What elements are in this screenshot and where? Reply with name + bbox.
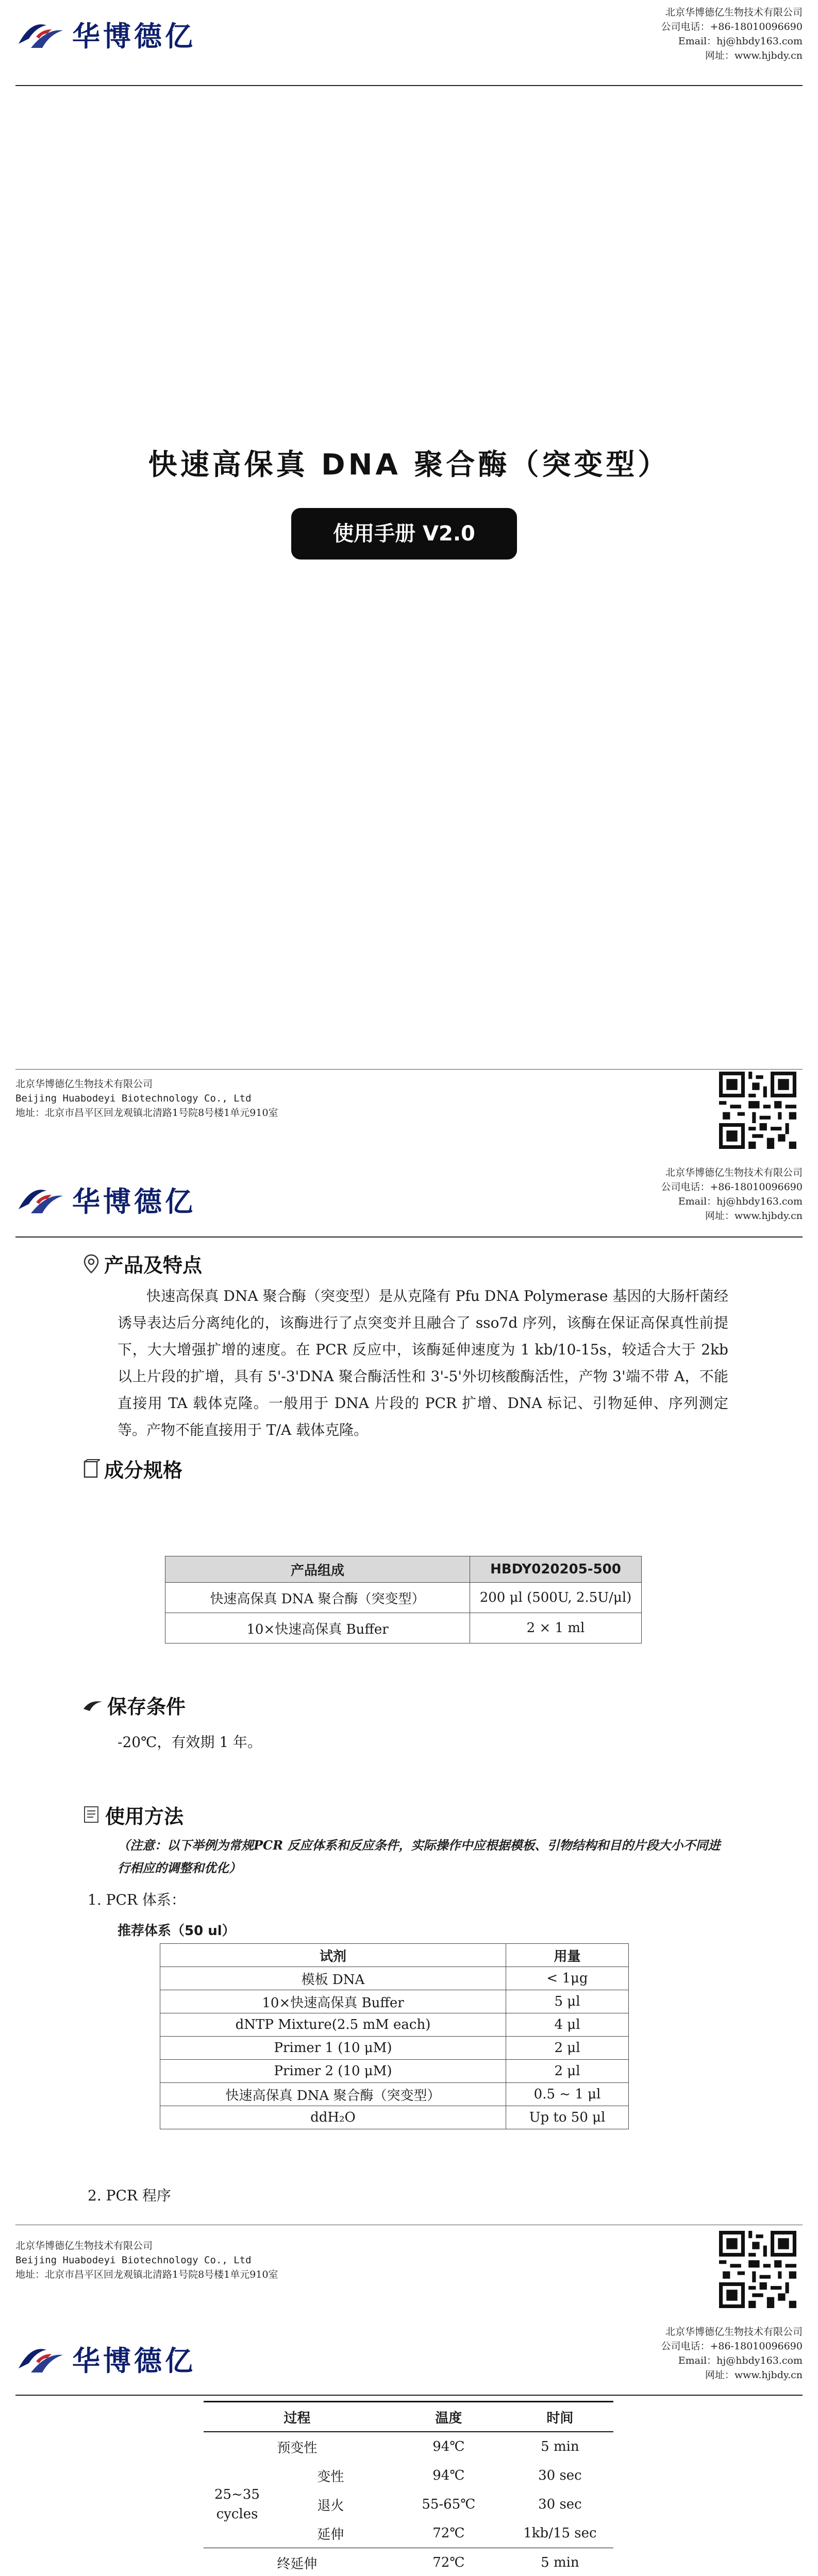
company-website[interactable]: 网址：www.hjbdy.cn: [705, 1210, 803, 1222]
footer-info: [15, 1077, 278, 1120]
table-cell: Primer 2 (10 μM): [160, 2060, 506, 2083]
usage-note: （注意：以下举例为常规PCR 反应体系和反应条件，实际操作中应根据模板、引物结构和目的片段大小不同进行相应的调整和优化）: [118, 1838, 721, 1875]
program-header: 时间: [507, 2402, 613, 2432]
system-table: [160, 1943, 629, 2129]
footer-company-en: Beijing Huabodeyi Biotechnology Co., Ltd: [15, 2255, 252, 2266]
table-row: [160, 2013, 629, 2037]
footer-company: 北京华博德亿生物技术有限公司: [15, 2240, 153, 2251]
company-name: 北京华博德亿生物技术有限公司: [665, 7, 803, 18]
table-row: [160, 2037, 629, 2060]
table-cell: Up to 50 μl: [506, 2106, 629, 2129]
company-name: 北京华博德亿生物技术有限公司: [665, 1167, 803, 1178]
table-cell: 5 μl: [506, 1990, 629, 2013]
header-divider: [15, 85, 803, 86]
qr-code-icon: [719, 2231, 796, 2308]
company-logo-2: [15, 1180, 196, 1219]
program-header: 温度: [391, 2402, 507, 2432]
storage-heading: [82, 1691, 186, 1719]
footer-company-en: Beijing Huabodeyi Biotechnology Co., Ltd: [15, 1093, 252, 1104]
company-email: Email：hj@hbdy163.com: [678, 2355, 803, 2366]
table-cell: 变性: [317, 2469, 344, 2485]
table-row: [204, 2461, 613, 2490]
logo-mark-icon: [15, 18, 65, 51]
table-cell: 快速高保真 DNA 聚合酶（突变型）: [160, 2083, 506, 2106]
system-label: 推荐体系（50 ul）: [118, 1923, 236, 1939]
company-logo: [15, 14, 196, 54]
table-cell: 10×快速高保真 Buffer: [165, 1613, 470, 1643]
company-phone: 公司电话：+86-18010096690: [661, 1181, 803, 1193]
brand-name: 华博德亿: [72, 1185, 196, 1218]
table-cell: 延伸: [317, 2527, 344, 2543]
header-contact-3: [493, 2325, 803, 2382]
table-row: [204, 2548, 613, 2576]
step-2: 2. PCR 程序: [88, 2187, 171, 2204]
usage-title: 使用方法: [105, 1805, 184, 1828]
company-email: Email：hj@hbdy163.com: [678, 1196, 803, 1207]
header-divider-2: [15, 1236, 803, 1238]
logo-mark-icon: [15, 2343, 65, 2376]
components-header: HBDY020205-500: [470, 1556, 642, 1583]
table-cell: 终延伸: [277, 2556, 318, 2572]
header-contact: [493, 5, 803, 63]
box-icon: [82, 1459, 100, 1479]
table-cell: Primer 1 (10 μM): [160, 2037, 506, 2060]
cover-title: 快速高保真 DNA 聚合酶（突变型）: [148, 448, 670, 482]
table-row: [160, 1967, 629, 1990]
table-row: [160, 1990, 629, 2013]
table-cell: 94℃: [432, 2439, 465, 2454]
program-table: [204, 2401, 613, 2576]
footer-divider: [15, 1069, 803, 1070]
table-row: [160, 2083, 629, 2106]
logo-mark-icon: [15, 1183, 65, 1216]
table-row: [165, 1613, 642, 1643]
brand-name: 华博德亿: [72, 2345, 196, 2377]
table-cell: 4 μl: [506, 2013, 629, 2037]
footer-company: 北京华博德亿生物技术有限公司: [15, 1078, 153, 1090]
table-row: [160, 2106, 629, 2129]
brand-name: 华博德亿: [72, 20, 196, 53]
company-phone: 公司电话：+86-18010096690: [661, 2341, 803, 2352]
cover-badge: 使用手册 V2.0: [291, 508, 517, 560]
cycles-cell: 25~35 cycles: [214, 2487, 260, 2522]
table-cell: 94℃: [432, 2468, 465, 2483]
components-header: 产品组成: [165, 1556, 470, 1583]
location-pin-icon: [82, 1253, 100, 1274]
system-header: 试剂: [160, 1944, 506, 1967]
table-cell: 72℃: [432, 2555, 465, 2570]
company-name: 北京华博德亿生物技术有限公司: [665, 2326, 803, 2337]
table-row: [165, 1583, 642, 1613]
table-cell: 30 sec: [538, 2468, 582, 2483]
table-cell: < 1μg: [506, 1967, 629, 1990]
footer-address: 地址：北京市昌平区回龙观镇北清路1号院8号楼1单元910室: [15, 1107, 278, 1118]
components-heading: [82, 1454, 182, 1483]
features-text: 快速高保真 DNA 聚合酶（突变型）是从克隆有 Pfu DNA Polymerase 基因的大肠杆菌经诱导表达后分离纯化的，该酶进行了点突变并且融合了 sso7d 序列，该酶在保证高保真性前提下，大大增强扩增的速度。在 PCR 反应中，该酶延伸速度为 1 kb/10-15s，较适合大于 2kb 以上片段的扩增，具有 5'-3'DNA 聚合酶活性和 3'-5'外切核酸酶活性，产物 3'端不带 A，不能直接用 TA 载体克隆。一般用于 DNA 片段的 PCR 扩增、DNA 标记、引物延伸、序列测定等。产物不能直接用于 T/A 载体克隆。: [118, 1287, 728, 1438]
table-cell: ddH₂O: [160, 2106, 506, 2129]
table-cell: 快速高保真 DNA 聚合酶（突变型）: [165, 1583, 470, 1613]
table-cell: 30 sec: [538, 2497, 582, 2512]
company-website[interactable]: 网址：www.hjbdy.cn: [705, 50, 803, 61]
footer-address: 地址：北京市昌平区回龙观镇北清路1号院8号楼1单元910室: [15, 2269, 278, 2280]
table-cell: 0.5 ~ 1 μl: [506, 2083, 629, 2106]
step-1: 1. PCR 体系：: [88, 1891, 186, 1908]
header-divider-3: [15, 2395, 803, 2396]
table-cell: 2 μl: [506, 2037, 629, 2060]
table-cell: 200 μl (500U, 2.5U/μl): [470, 1583, 642, 1613]
table-cell: 10×快速高保真 Buffer: [160, 1990, 506, 2013]
table-cell: 退火: [317, 2498, 344, 2514]
table-cell: 2 μl: [506, 2060, 629, 2083]
table-cell: 模板 DNA: [160, 1967, 506, 1990]
table-cell: 72℃: [432, 2526, 465, 2541]
components-table: [165, 1556, 642, 1643]
features-heading: [82, 1249, 202, 1278]
table-cell: dNTP Mixture(2.5 mM each): [160, 2013, 506, 2037]
table-cell: 5 min: [541, 2555, 579, 2570]
company-website[interactable]: 网址：www.hjbdy.cn: [705, 2369, 803, 2381]
company-phone: 公司电话：+86-18010096690: [661, 21, 803, 32]
components-title: 成分规格: [104, 1459, 183, 1482]
storage-text: -20℃，有效期 1 年。: [118, 1734, 262, 1751]
company-email: Email：hj@hbdy163.com: [678, 36, 803, 47]
table-cell: 5 min: [541, 2439, 579, 2454]
program-header: 过程: [204, 2402, 391, 2432]
header-contact-2: [493, 1165, 803, 1223]
table-cell: 预变性: [277, 2440, 318, 2456]
table-cell: 1kb/15 sec: [523, 2526, 597, 2541]
features-title: 产品及特点: [104, 1254, 203, 1277]
qr-code-icon: [719, 1072, 796, 1149]
wind-icon: [82, 1697, 103, 1714]
manual-book-icon: [82, 1805, 101, 1825]
system-header: 用量: [506, 1944, 629, 1967]
table-row: [160, 2060, 629, 2083]
table-cell: 55-65℃: [422, 2497, 476, 2512]
table-cell: 2 × 1 ml: [470, 1613, 642, 1643]
table-row: [204, 2432, 613, 2461]
footer-info-2: [15, 2239, 278, 2282]
company-logo-3: [15, 2339, 196, 2379]
usage-heading: [82, 1801, 183, 1829]
storage-title: 保存条件: [107, 1696, 186, 1718]
